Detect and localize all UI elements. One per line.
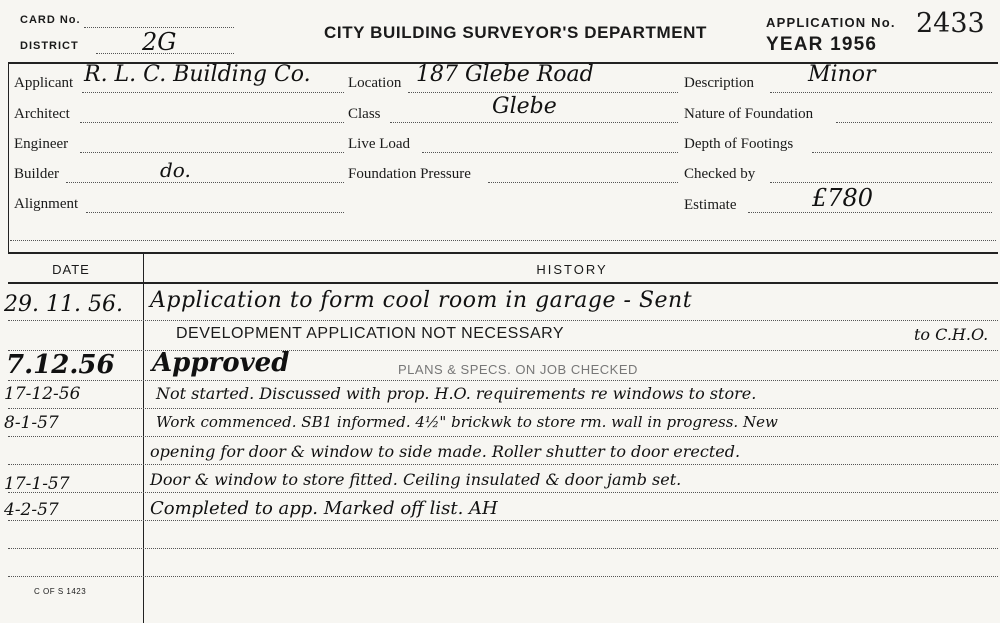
history-entry: Not started. Discussed with prop. H.O. requirements re windows to store. bbox=[156, 384, 757, 403]
history-date: 4-2-57 bbox=[4, 500, 59, 520]
history-entry: Approved bbox=[152, 348, 290, 378]
engineer-label: Engineer bbox=[14, 136, 69, 152]
district-label: DISTRICT bbox=[20, 40, 79, 52]
date-history-divider bbox=[143, 254, 144, 623]
depth-of-footings-label: Depth of Footings bbox=[684, 136, 794, 152]
class-line bbox=[390, 122, 678, 123]
nature-of-foundation-label: Nature of Foundation bbox=[684, 106, 814, 122]
location-value: 187 Glebe Road bbox=[416, 62, 594, 87]
class-value: Glebe bbox=[492, 94, 557, 119]
field-box-bottom-border bbox=[8, 252, 998, 254]
row-line bbox=[8, 576, 998, 577]
checked-by-label: Checked by bbox=[684, 166, 756, 182]
builder-line bbox=[66, 182, 344, 183]
history-entry: Completed to app. Marked off list. AH bbox=[150, 498, 498, 519]
description-line bbox=[770, 92, 992, 93]
history-column-header: HISTORY bbox=[536, 262, 608, 277]
location-line bbox=[408, 92, 678, 93]
row-line bbox=[8, 436, 998, 437]
history-date: 17-1-57 bbox=[4, 474, 70, 494]
live-load-line bbox=[422, 152, 678, 153]
row-line bbox=[8, 548, 998, 549]
location-label: Location bbox=[348, 75, 402, 91]
district-value: 2G bbox=[142, 28, 177, 56]
nature-of-foundation-line bbox=[836, 122, 992, 123]
estimate-line bbox=[748, 212, 992, 213]
row-line bbox=[8, 464, 998, 465]
row-line bbox=[8, 520, 998, 521]
history-date: 17-12-56 bbox=[4, 384, 81, 404]
row-line bbox=[8, 492, 998, 493]
row-line bbox=[8, 408, 998, 409]
history-entry: Work commenced. SB1 informed. 4½" brickwk to store rm. wall in progress. New bbox=[156, 413, 778, 431]
architect-line bbox=[80, 122, 344, 123]
row-line bbox=[8, 380, 998, 381]
foundation-pressure-label: Foundation Pressure bbox=[348, 166, 471, 182]
estimate-label: Estimate bbox=[684, 197, 737, 213]
department-title: CITY BUILDING SURVEYOR'S DEPARTMENT bbox=[324, 23, 708, 42]
development-application-stamp: DEVELOPMENT APPLICATION NOT NECESSARY bbox=[176, 325, 565, 342]
application-no-value: 2433 bbox=[916, 8, 985, 39]
plans-checked-stamp: PLANS & SPECS. ON JOB CHECKED bbox=[398, 362, 638, 377]
builder-value: do. bbox=[160, 158, 191, 182]
card-no-label: CARD No. bbox=[20, 14, 81, 26]
history-date: 8-1-57 bbox=[4, 413, 59, 433]
history-entry-continuation: opening for door & window to side made. Roller shutter to door erected. bbox=[150, 442, 741, 461]
engineer-line bbox=[80, 152, 344, 153]
history-date: 7.12.56 bbox=[6, 350, 115, 380]
applicant-line bbox=[82, 92, 344, 93]
application-no-label: APPLICATION No. bbox=[766, 15, 896, 30]
applicant-value: R. L. C. Building Co. bbox=[84, 62, 311, 87]
row-line bbox=[8, 320, 998, 321]
checked-by-line bbox=[770, 182, 992, 183]
history-entry: Application to form cool room in garage - Sent bbox=[150, 288, 693, 313]
class-label: Class bbox=[348, 106, 381, 122]
history-entry: Door & window to store fitted. Ceiling insulated & door jamb set. bbox=[150, 470, 682, 489]
builder-label: Builder bbox=[14, 166, 59, 182]
alignment-line bbox=[86, 212, 344, 213]
description-value: Minor bbox=[808, 62, 876, 87]
description-label: Description bbox=[684, 75, 754, 91]
field-box-extra-line bbox=[10, 240, 996, 241]
history-entry-continuation: to C.H.O. bbox=[914, 325, 989, 344]
alignment-label: Alignment bbox=[14, 196, 79, 212]
architect-label: Architect bbox=[14, 106, 70, 122]
form-left-border bbox=[8, 62, 9, 252]
live-load-label: Live Load bbox=[348, 136, 411, 152]
form-code: C OF S 1423 bbox=[34, 587, 87, 596]
history-date: 29. 11. 56. bbox=[4, 292, 123, 317]
depth-of-footings-line bbox=[812, 152, 992, 153]
table-header-bottom-border bbox=[8, 282, 998, 284]
year-label: YEAR 1956 bbox=[766, 34, 878, 55]
foundation-pressure-line bbox=[488, 182, 678, 183]
date-column-header: DATE bbox=[52, 262, 90, 277]
estimate-value: £780 bbox=[812, 184, 874, 212]
applicant-label: Applicant bbox=[14, 75, 74, 91]
